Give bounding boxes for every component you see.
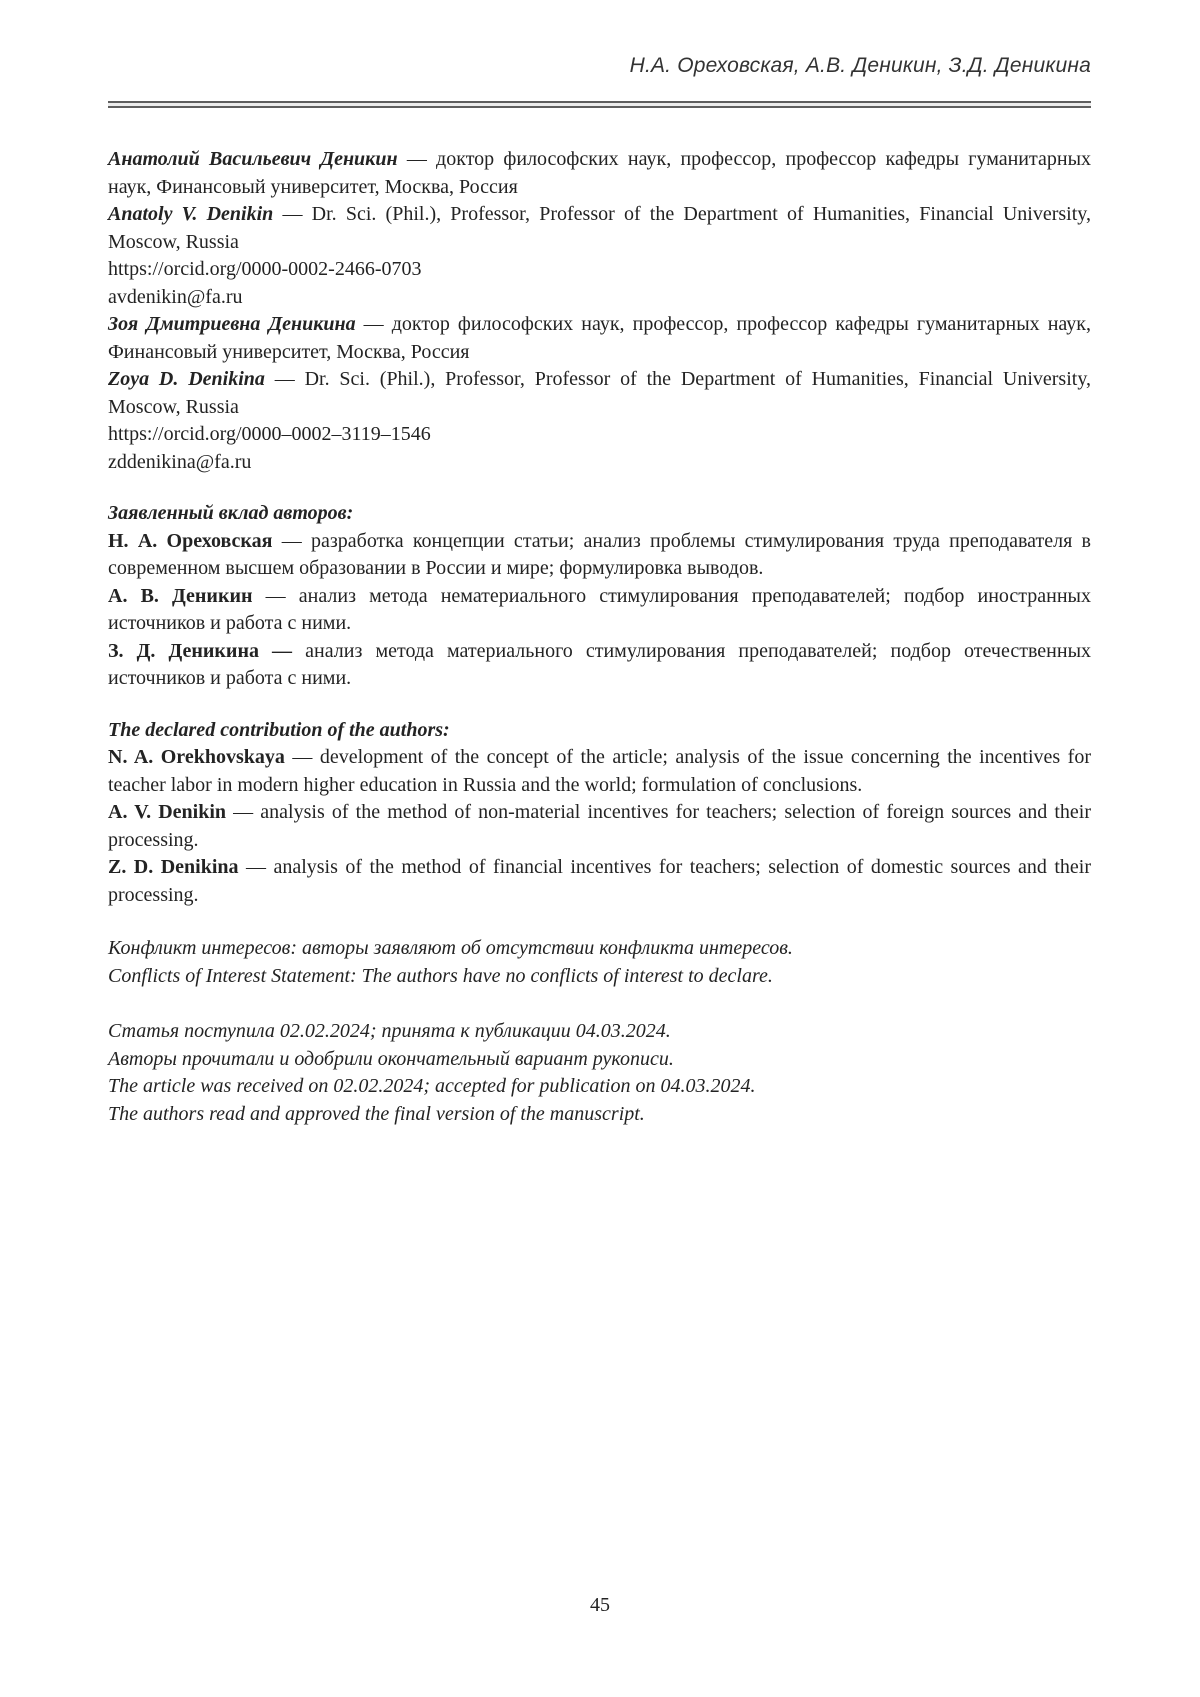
page-header xyxy=(108,53,1091,108)
author-name-en-denikina: Zoya D. Denikina xyxy=(108,368,265,390)
page-number: 45 xyxy=(590,1594,610,1616)
contribution-text: — разработка концепции статьи; анализ проблемы стимулирования труда преподавателя в современном высшем образовании в России и мире; формулировка выводов. xyxy=(108,529,1092,579)
author-orcid-denikina: https://orcid.org/0000–0002–3119–1546 xyxy=(108,423,431,445)
contribution-ru-item-denikina xyxy=(108,638,1091,693)
contribution-en-item-denikin xyxy=(108,799,1091,854)
conflict-statement-ru: Конфликт интересов: авторы заявляют об отсутствии конфликта интересов. xyxy=(108,937,793,959)
conflict-of-interest-section xyxy=(108,935,1091,990)
article-dates-section xyxy=(108,1018,1091,1128)
contributor-name: З. Д. Деникина — xyxy=(108,639,293,662)
author-bio-en-denikina xyxy=(108,366,1091,421)
author-orcid-denikin: https://orcid.org/0000-0002-2466-0703 xyxy=(108,258,422,280)
contribution-text: — анализ метода нематериального стимулирования преподавателей; подбор иностранных источников и работа с ними. xyxy=(108,584,1091,634)
contribution-en-item-orekhovskaya xyxy=(108,744,1091,799)
conflict-statement-en: Conflicts of Interest Statement: The authors have no conflicts of interest to declare. xyxy=(108,964,773,987)
running-head-authors: Н.А. Ореховская, А.В. Деникин, З.Д. Деникина xyxy=(629,54,1091,77)
contribution-text: — analysis of the method of non-material incentives for teachers; selection of foreign sources and their processing. xyxy=(108,801,1092,851)
contributor-name: Z. D. Denikina xyxy=(108,856,239,878)
contribution-text: — analysis of the method of financial incentives for teachers; selection of domestic sources and their processing. xyxy=(108,856,1091,906)
authors-info-section xyxy=(108,146,1091,476)
author-bio-ru-denikina-text: — доктор философских наук, профессор, профессор кафедры гуманитарных наук, Финансовый университет, Москва, Россия xyxy=(108,313,1091,363)
author-bio-en-denikin xyxy=(108,201,1091,256)
contributor-name: А. В. Деникин xyxy=(108,584,253,607)
page-body xyxy=(108,146,1091,1128)
author-name-en-denikin: Anatoly V. Denikin xyxy=(108,203,274,225)
author-name-ru-denikina: Зоя Дмитриевна Деникина xyxy=(108,313,356,335)
author-bio-ru-denikin xyxy=(108,146,1091,201)
contribution-ru-section xyxy=(108,500,1091,693)
contribution-ru-heading: Заявленный вклад авторов: xyxy=(108,502,354,524)
author-bio-en-denikina-text: — Dr. Sci. (Phil.), Professor, Professor of the Department of Humanities, Financial University, Moscow, Russia xyxy=(108,368,1092,418)
contribution-en-section xyxy=(108,717,1091,910)
contribution-en-item-denikina xyxy=(108,854,1091,909)
contributor-name: A. V. Denikin xyxy=(108,801,227,823)
header-rule xyxy=(108,101,1091,108)
contribution-en-heading: The declared contribution of the authors: xyxy=(108,718,450,741)
contribution-ru-item-denikin xyxy=(108,583,1091,638)
approved-note-ru: Авторы прочитали и одобрили окончательный вариант рукописи. xyxy=(108,1047,674,1070)
author-bio-en-denikin-text: — Dr. Sci. (Phil.), Professor, Professor of the Department of Humanities, Financial University, Moscow, Russia xyxy=(108,203,1091,253)
approved-note-en: The authors read and approved the final version of the manuscript. xyxy=(108,1102,645,1125)
page-content xyxy=(108,0,1091,1128)
author-email-denikina: zddenikina@fa.ru xyxy=(108,450,252,473)
author-name-ru-denikin: Анатолий Васильевич Деникин xyxy=(108,148,398,170)
contributor-name: N. A. Orekhovskaya xyxy=(108,746,285,768)
author-bio-ru-denikina xyxy=(108,311,1091,366)
contribution-text: — development of the concept of the article; analysis of the issue concerning the incentives for teacher labor in modern higher education in Russia and the world; formulation of conclusions. xyxy=(108,746,1092,796)
received-date-en: The article was received on 02.02.2024; accepted for publication on 04.03.2024. xyxy=(108,1075,756,1097)
received-date-ru: Статья поступила 02.02.2024; принята к публикации 04.03.2024. xyxy=(108,1020,671,1042)
contribution-ru-item-orekhovskaya xyxy=(108,528,1091,583)
author-bio-ru-denikin-text: — доктор философских наук, профессор, профессор кафедры гуманитарных наук, Финансовый университет, Москва, Россия xyxy=(108,148,1092,198)
contribution-text: анализ метода материального стимулирования преподавателей; подбор отечественных источников и работа с ними. xyxy=(108,639,1092,689)
author-email-denikin: avdenikin@fa.ru xyxy=(108,285,243,308)
contributor-name: Н. А. Ореховская xyxy=(108,529,273,552)
